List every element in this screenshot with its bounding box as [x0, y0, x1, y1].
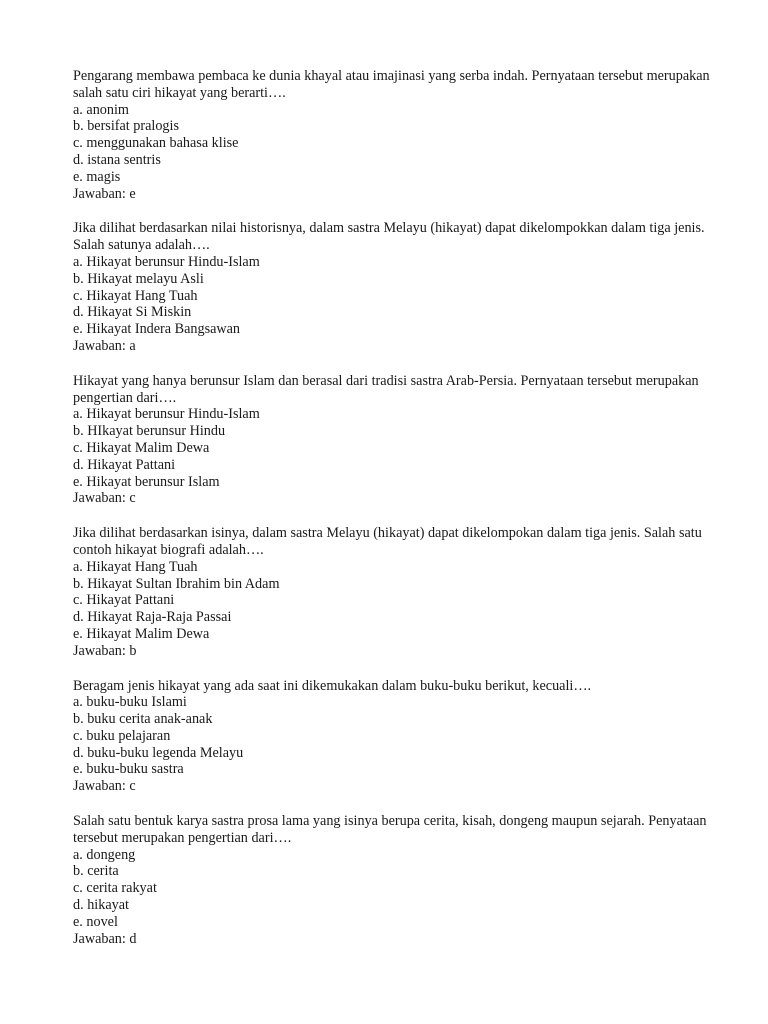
option-b: b. buku cerita anak-anak	[73, 711, 213, 728]
question-block-5	[73, 678, 723, 796]
option-c: c. Hikayat Malim Dewa	[73, 439, 210, 456]
option-d: d. Hikayat Raja-Raja Passai	[73, 609, 232, 626]
option-a: a. Hikayat berunsur Hindu-Islam	[73, 406, 260, 423]
question-block-4	[73, 525, 723, 659]
option-d: d. Hikayat Pattani	[73, 456, 176, 473]
question-block-2	[73, 220, 723, 354]
option-b: b. Hikayat Sultan Ibrahim bin Adam	[73, 575, 280, 592]
question-text: Hikayat yang hanya berunsur Islam dan berasal dari tradisi sastra Arab-Persia. Pernyataan tersebut merupakan pengertian dari….	[73, 372, 703, 406]
option-d: d. hikayat	[73, 897, 129, 914]
answer-line: Jawaban: b	[73, 642, 137, 659]
question-text: Beragam jenis hikayat yang ada saat ini dikemukakan dalam buku-buku berikut, kecuali….	[73, 677, 592, 694]
option-e: e. Hikayat Malim Dewa	[73, 625, 210, 642]
option-b: b. cerita	[73, 863, 119, 880]
option-c: c. buku pelajaran	[73, 727, 171, 744]
answer-line: Jawaban: c	[73, 490, 136, 507]
option-a: a. Hikayat berunsur Hindu-Islam	[73, 253, 260, 270]
option-e: e. novel	[73, 913, 118, 930]
answer-line: Jawaban: a	[73, 337, 136, 354]
option-e: e. magis	[73, 168, 121, 185]
option-b: b. bersifat pralogis	[73, 118, 179, 135]
question-text: Pengarang membawa pembaca ke dunia khayal atau imajinasi yang serba indah. Pernyataan tersebut merupakan salah satu ciri hikayat yang berarti….	[73, 68, 714, 101]
option-c: c. Hikayat Hang Tuah	[73, 287, 198, 304]
option-b: b. Hikayat melayu Asli	[73, 270, 204, 287]
option-c: c. Hikayat Pattani	[73, 592, 175, 609]
question-block-6	[73, 813, 723, 947]
question-block-1	[73, 68, 723, 202]
option-a: a. anonim	[73, 101, 129, 118]
answer-line: Jawaban: e	[73, 185, 136, 202]
option-c: c. menggunakan bahasa klise	[73, 135, 239, 152]
option-d: d. buku-buku legenda Melayu	[73, 744, 244, 761]
option-c: c. cerita rakyat	[73, 880, 157, 897]
answer-line: Jawaban: c	[73, 778, 136, 795]
answer-line: Jawaban: d	[73, 930, 137, 947]
option-d: d. istana sentris	[73, 151, 161, 168]
question-text: Jika dilihat berdasarkan nilai historisnya, dalam sastra Melayu (hikayat) dapat dikelompokkan dalam tiga jenis. Salah satunya adalah….	[73, 220, 709, 254]
option-e: e. Hikayat Indera Bangsawan	[73, 321, 241, 338]
question-text: Salah satu bentuk karya sastra prosa lama yang isinya berupa cerita, kisah, dongeng maupun sejarah. Penyataan tersebut merupakan pengertian dari….	[73, 813, 711, 846]
option-e: e. Hikayat berunsur Islam	[73, 473, 220, 490]
option-b: b. HIkayat berunsur Hindu	[73, 423, 226, 440]
option-d: d. Hikayat Si Miskin	[73, 304, 192, 321]
option-a: a. Hikayat Hang Tuah	[73, 558, 198, 575]
question-block-3	[73, 373, 723, 507]
option-e: e. buku-buku sastra	[73, 761, 184, 778]
question-text: Jika dilihat berdasarkan isinya, dalam sastra Melayu (hikayat) dapat dikelompokan dalam tiga jenis. Salah satu contoh hikayat biografi adalah….	[73, 525, 706, 558]
document-page	[73, 68, 723, 965]
option-a: a. dongeng	[73, 846, 136, 863]
option-a: a. buku-buku Islami	[73, 694, 187, 711]
